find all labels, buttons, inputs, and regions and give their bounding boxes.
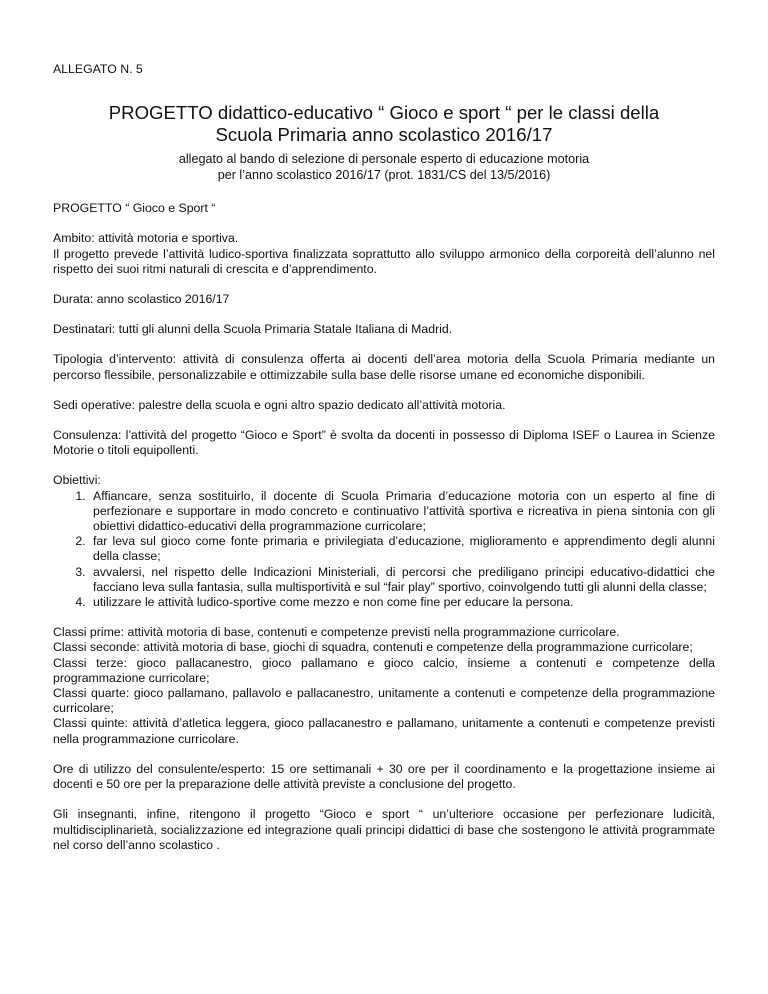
classi-quinte: Classi quinte: attività d’atletica leggera, gioco pallacanestro e pallamano, unitamente a contenuti e competenze previsti nella programmazione curricolare. bbox=[53, 716, 715, 746]
document-title bbox=[53, 102, 715, 146]
document-subtitle bbox=[53, 152, 715, 183]
classi-quarte: Classi quarte: gioco pallamano, pallavolo e pallacanestro, unitamente a contenuti e competenze della programmazione curricolare; bbox=[53, 686, 715, 716]
title-line-2: Scuola Primaria anno scolastico 2016/17 bbox=[215, 124, 553, 146]
classi-section bbox=[53, 625, 715, 747]
tipologia-paragraph: Tipologia d’intervento: attività di consulenza offerta ai docenti dell’area motoria della Scuola Primaria mediante un percorso flessibile, personalizzabile e ottimizzabile sulla base delle risorse umane ed economiche disponibili. bbox=[53, 352, 715, 382]
consulenza-paragraph: Consulenza: l’attività del progetto “Gioco e Sport” è svolta da docenti in possesso di Diploma ISEF o Laurea in Scienze Motorie o titoli equipollenti. bbox=[53, 428, 715, 458]
ambito-line: Ambito: attività motoria e sportiva. bbox=[53, 231, 239, 246]
subtitle-line-1: allegato al bando di selezione di personale esperto di educazione motoria bbox=[178, 152, 590, 167]
classi-prime: Classi prime: attività motoria di base, contenuti e competenze previsti nella programmazione curricolare. bbox=[53, 625, 620, 640]
progetto-heading: PROGETTO “ Gioco e Sport “ bbox=[53, 201, 216, 216]
classi-seconde: Classi seconde: attività motoria di base, giochi di squadra, contenuti e competenze della programmazione curricolare; bbox=[53, 640, 693, 655]
obiettivo-item: 2. far leva sul gioco come fonte primaria e privilegiata d’educazione, miglioramento e apprendimento degli alunni della classe; bbox=[89, 534, 715, 564]
destinatari-line: Destinatari: tutti gli alunni della Scuola Primaria Statale Italiana di Madrid. bbox=[53, 322, 453, 337]
ambito-description: Il progetto prevede l’attività ludico-sportiva finalizzata soprattutto allo sviluppo armonico della corporeità dell’alunno nel rispetto dei suoi ritmi naturali di crescita e d’apprendimento. bbox=[53, 246, 715, 276]
obiettivi-list bbox=[53, 489, 715, 611]
subtitle-line-2: per l’anno scolastico 2016/17 (prot. 1831/CS del 13/5/2016) bbox=[217, 167, 551, 182]
conclusione-paragraph: Gli insegnanti, infine, ritengono il progetto “Gioco e sport “ un’ulteriore occasione per perfezionare ludicità, multidisciplinarietà, socializzazione ed integrazione quali principi didattici di base che sostengono le attività programmate nel corso dell’anno scolastico . bbox=[53, 807, 715, 852]
durata-line: Durata: anno scolastico 2016/17 bbox=[53, 292, 230, 307]
title-line-1: PROGETTO didattico-educativo “ Gioco e sport “ per le classi della bbox=[108, 102, 660, 124]
classi-terze: Classi terze: gioco pallacanestro, gioco pallamano e gioco calcio, insieme a contenuti e competenze della programmazione curricolare; bbox=[53, 655, 715, 685]
obiettivo-item: 4. utilizzare le attività ludico-sportive come mezzo e non come fine per educare la persona. bbox=[89, 595, 715, 610]
allegato-label: ALLEGATO N. 5 bbox=[53, 62, 143, 76]
obiettivi-label: Obiettivi: bbox=[53, 473, 101, 488]
obiettivo-item: 1. Affiancare, senza sostituirlo, il docente di Scuola Primaria d’educazione motoria con un esperto al fine di perfezionare e supportare in modo concreto e continuativo l’attività sportiva e ricreativa in piena sintonia con gli obiettivi didattico-educativi della programmazione curricolare; bbox=[89, 489, 715, 535]
obiettivo-item: 3. avvalersi, nel rispetto delle Indicazioni Ministeriali, di percorsi che prediligano principi educativo-didattici che facciano leva sulla fantasia, sulla multisportività e sul “fair play” sportivo, coinvolgendo tutti gli alunni della classe; bbox=[89, 565, 715, 595]
sedi-line: Sedi operative: palestre della scuola e ogni altro spazio dedicato all’attività motoria. bbox=[53, 397, 506, 412]
ore-paragraph: Ore di utilizzo del consulente/esperto: 15 ore settimanali + 30 ore per il coordinamento e la progettazione insieme ai docenti e 50 ore per la preparazione delle attività previste a conclusione del progetto. bbox=[53, 761, 715, 792]
